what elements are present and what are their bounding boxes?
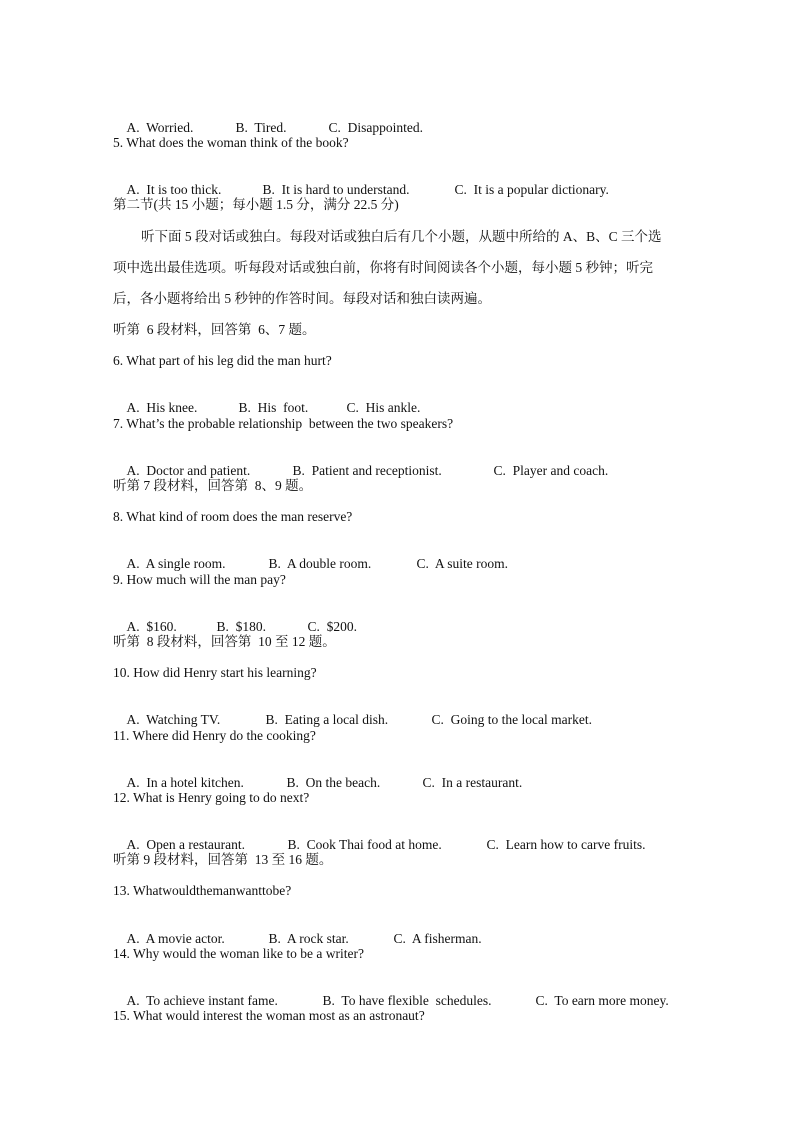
- option-b: B. Patient and receptionist.: [292, 463, 442, 478]
- option-b: B. A double room.: [268, 556, 372, 571]
- option-a: A. A single room.: [126, 556, 226, 571]
- material-heading-8: 听第 8 段材料，回答第 10 至 12 题。: [113, 634, 336, 649]
- question-6: 6. What part of his leg did the man hurt?: [113, 353, 332, 368]
- option-a: A. His knee.: [126, 400, 198, 415]
- option-b: B. His foot.: [238, 400, 309, 415]
- option-c: C. In a restaurant.: [422, 775, 523, 790]
- question-14: 14. Why would the woman like to be a writer?: [113, 946, 364, 961]
- question-7: 7. What’s the probable relationship between the two speakers?: [113, 416, 454, 431]
- option-c: C. Learn how to carve fruits.: [486, 837, 646, 852]
- option-b: B. It is hard to understand.: [262, 182, 410, 197]
- option-a: A. Open a restaurant.: [126, 837, 245, 852]
- option-a: A. It is too thick.: [126, 182, 222, 197]
- option-a: A. To achieve instant fame.: [126, 993, 278, 1008]
- question-9: 9. How much will the man pay?: [113, 572, 286, 587]
- option-c: C. A fisherman.: [393, 931, 482, 946]
- option-b: B. To have flexible schedules.: [322, 993, 492, 1008]
- instructions-line-2: 项中选出最佳选项。听每段对话或独白前，你将有时间阅读各个小题，每小题 5 秒钟；听完: [113, 260, 653, 275]
- option-c: C. A suite room.: [416, 556, 509, 571]
- option-c: C. To earn more money.: [535, 993, 669, 1008]
- section-heading: 第二节(共 15 小题；每小题 1.5 分，满分 22.5 分): [113, 197, 399, 212]
- question-15: 15. What would interest the woman most as an astronaut?: [113, 1008, 425, 1023]
- material-heading-9: 听第 9 段材料，回答第 13 至 16 题。: [113, 852, 333, 867]
- option-c: C. Disappointed.: [328, 120, 423, 135]
- question-13: 13. Whatwouldthemanwanttobe?: [113, 883, 292, 898]
- option-a: A. $160.: [126, 619, 177, 634]
- material-heading-7: 听第 7 段材料，回答第 8、9 题。: [113, 478, 313, 493]
- option-c: C. Going to the local market.: [431, 712, 592, 727]
- option-a: A. A movie actor.: [126, 931, 225, 946]
- option-b: B. A rock star.: [268, 931, 349, 946]
- option-b: B. Eating a local dish.: [265, 712, 389, 727]
- option-c: C. $200.: [307, 619, 358, 634]
- option-b: B. Tired.: [235, 120, 287, 135]
- instructions-line-1: 听下面 5 段对话或独白。每段对话或独白后有几个小题，从题中所给的 A、B、C 三个选: [141, 229, 662, 244]
- question-10: 10. How did Henry start his learning?: [113, 665, 317, 680]
- question-12: 12. What is Henry going to do next?: [113, 790, 310, 805]
- option-c: C. It is a popular dictionary.: [454, 182, 609, 197]
- option-b: B. On the beach.: [286, 775, 381, 790]
- option-a: A. Watching TV.: [126, 712, 221, 727]
- material-heading-6: 听第 6 段材料，回答第 6、7 题。: [113, 322, 316, 337]
- question-11: 11. Where did Henry do the cooking?: [113, 728, 316, 743]
- option-c: C. Player and coach.: [493, 463, 609, 478]
- option-a: A. In a hotel kitchen.: [126, 775, 244, 790]
- question-8: 8. What kind of room does the man reserve?: [113, 509, 353, 524]
- option-a: A. Doctor and patient.: [126, 463, 251, 478]
- option-b: B. Cook Thai food at home.: [287, 837, 442, 852]
- option-a: A. Worried.: [126, 120, 194, 135]
- question-5: 5. What does the woman think of the book?: [113, 135, 349, 150]
- instructions-line-3: 后，各小题将给出 5 秒钟的作答时间。每段对话和独白读两遍。: [113, 291, 491, 306]
- option-c: C. His ankle.: [346, 400, 421, 415]
- option-b: B. $180.: [216, 619, 267, 634]
